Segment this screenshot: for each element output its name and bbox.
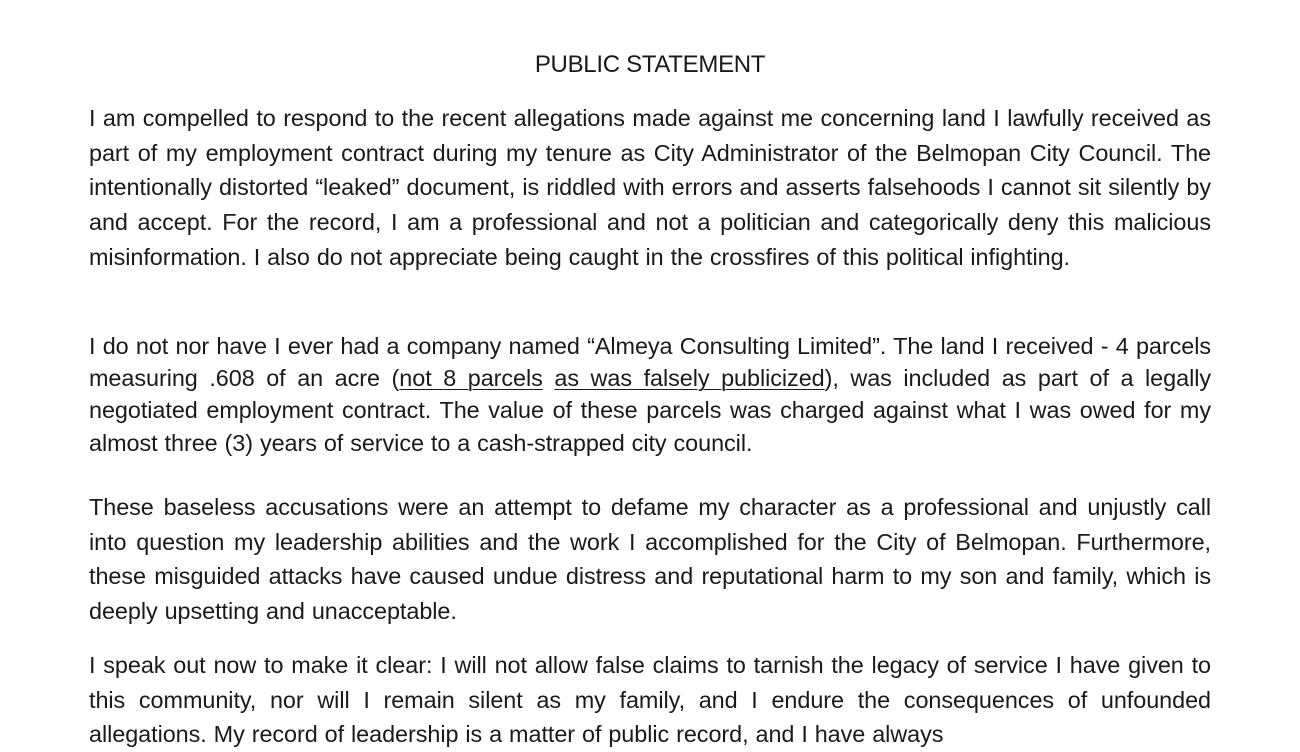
paragraph-2-text-end: ), was included as part of a legally negotiated employment contract. The value of these parcels was charged against what I was owed for my almost three (3) years of service to a cash-strapped city council. <box>89 365 1212 456</box>
underlined-phrase-parcels: not 8 parcels <box>399 365 543 392</box>
paragraph-2-text-start: I do not nor have I ever had a company named “Almeya Consulting Limited”. The land I received - 4 parcels measuring .608 of an acre ( <box>89 333 1211 392</box>
paragraph-1: I am compelled to respond to the recent allegations made against me concerning land I lawfully received as part of my employment contract during my tenure as City Administrator of the Belmopan City Council. The intentionally distorted “leaked” document, is riddled with errors and asserts falsehoods I cannot sit silently by and accept. For the record, I am a professional and not a politician and categorically deny this malicious misinformation. I also do not appreciate being caught in the crossfires of this political infighting. <box>89 105 1211 270</box>
paragraph-3: These baseless accusations were an attempt to defame my character as a professional and unjustly call into question my leadership abilities and the work I accomplished for the City of Belmopan. Furthermore, these misguided attacks have caused undue distress and reputational harm to my son and family, which is deeply upsetting and unacceptable. <box>89 494 1211 625</box>
paragraph-4: I speak out now to make it clear: I will not allow false claims to tarnish the legacy of service I have given to this community, nor will I remain silent as my family, and I endure the consequences of unfounded allegations. My record of leadership is a matter of public record, and I have always <box>89 652 1211 748</box>
document-title: PUBLIC STATEMENT <box>534 51 766 78</box>
paragraph-2 <box>89 330 1211 459</box>
underline-gap <box>543 365 555 391</box>
underlined-phrase-publicized: as was falsely publicized <box>554 365 825 392</box>
